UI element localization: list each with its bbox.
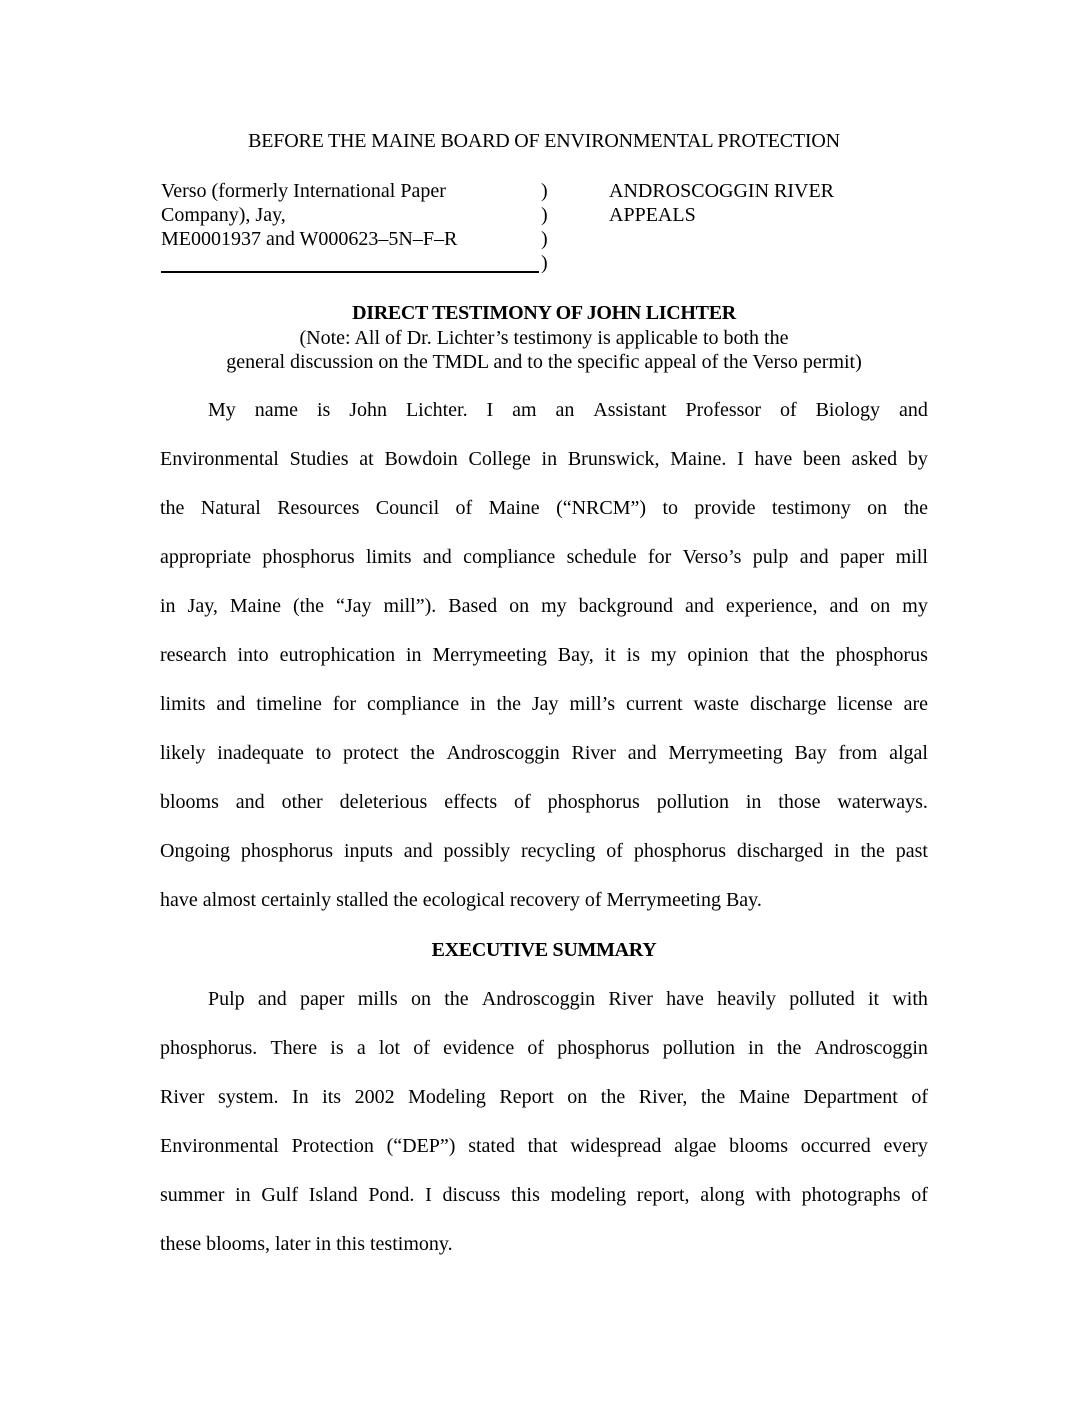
word: heavily (717, 988, 776, 1010)
word: Bowdoin (384, 448, 458, 470)
word: background (578, 595, 674, 617)
word: Based (448, 595, 498, 617)
word: Council (375, 497, 440, 519)
word: and (422, 546, 452, 568)
word: Gulf (261, 1184, 299, 1206)
word: effects (444, 791, 498, 813)
word: been (803, 448, 841, 470)
word: have (666, 988, 704, 1010)
word: a (356, 1037, 366, 1059)
word: There (270, 1037, 318, 1059)
paragraph-line (160, 790, 928, 839)
word: and (685, 595, 714, 617)
word: past (895, 840, 928, 862)
word: Jay (531, 693, 559, 715)
word: it (604, 644, 616, 666)
word: to (662, 497, 679, 519)
word: and (898, 399, 928, 421)
word: of (527, 1037, 545, 1059)
word: the (393, 889, 418, 911)
word: phosphorus. (160, 1037, 258, 1059)
word: and (829, 595, 859, 617)
word: likely (160, 742, 206, 764)
word: my (541, 595, 567, 617)
word: River, (638, 1086, 688, 1108)
word: research (160, 644, 227, 666)
word: Environmental (160, 1135, 279, 1157)
word: on (567, 1086, 588, 1108)
caption-matter-line: APPEALS (609, 204, 696, 226)
word: waste (693, 693, 740, 715)
word: I (486, 399, 494, 421)
word: the (903, 497, 928, 519)
word: paper (839, 546, 885, 568)
paragraph-line (160, 1183, 928, 1232)
paragraph-line (160, 888, 928, 937)
word: algae (674, 1135, 717, 1157)
word: Jay, (187, 595, 218, 617)
word: phosphorus (633, 840, 727, 862)
word: (the (292, 595, 325, 617)
note-line: general discussion on the TMDL and to the specific appeal of the Verso permit) (226, 351, 862, 373)
word: the (496, 693, 521, 715)
word: to (315, 742, 332, 764)
caption-paren: ) (541, 180, 548, 202)
word: Assistant (593, 399, 667, 421)
paragraph-line (160, 1134, 928, 1183)
word: discharged (736, 840, 824, 862)
word: from (838, 742, 878, 764)
word: with (755, 1184, 791, 1206)
testimony-title: DIRECT TESTIMONY OF JOHN LICHTER (352, 302, 736, 324)
caption-party-line: Company), Jay, (161, 204, 286, 226)
word: widespread (570, 1135, 662, 1157)
word: current (625, 693, 683, 715)
word: on (867, 497, 888, 519)
word: in (406, 644, 422, 666)
testimony-note (0, 326, 1088, 374)
word: the (700, 1086, 726, 1108)
word: the (860, 840, 885, 862)
word: phosphorus (557, 1037, 650, 1059)
paragraph-line (160, 594, 928, 643)
word: in (748, 1037, 764, 1059)
word: and (799, 546, 829, 568)
paragraph-line (160, 1036, 928, 1085)
word: Merrymeeting (606, 889, 721, 911)
word: I (425, 1184, 432, 1206)
word: in (470, 693, 486, 715)
word: evidence (443, 1037, 515, 1059)
word: Brunswick, (567, 448, 660, 470)
paragraph-line (160, 987, 928, 1036)
word: certainly (261, 889, 332, 911)
word: for (332, 693, 357, 715)
word: River (608, 988, 653, 1010)
word: Merrymeeting (668, 742, 783, 764)
word: Pond. (368, 1184, 415, 1206)
word: in (834, 840, 850, 862)
word: ecological (422, 889, 505, 911)
word: phosphorus (547, 791, 640, 813)
word: report, (636, 1184, 690, 1206)
word: pollution (656, 791, 729, 813)
word: River (571, 742, 616, 764)
case-caption-matter (609, 179, 834, 227)
word: and (235, 791, 265, 813)
word: Bay (794, 742, 827, 764)
word: in (745, 791, 762, 813)
word: mill (895, 546, 928, 568)
word: testimony (771, 497, 851, 519)
word: discharge (749, 693, 827, 715)
word: license (837, 693, 893, 715)
paragraph-line (160, 692, 928, 741)
word: occurred (800, 1135, 871, 1157)
word: almost (202, 889, 257, 911)
word: algal (889, 742, 928, 764)
word: lot (378, 1037, 401, 1059)
word: Bay. (725, 889, 762, 911)
word: limits (160, 693, 206, 715)
word: I (737, 448, 744, 470)
word: appropriate (160, 546, 252, 568)
word: and (257, 988, 287, 1010)
word: Environmental (160, 448, 279, 470)
paragraph-line (160, 643, 928, 692)
word: Professor (685, 399, 762, 421)
word: of (606, 840, 623, 862)
word: mill”). (383, 595, 437, 617)
word: am (512, 399, 537, 421)
word: my (650, 644, 677, 666)
word: Studies (289, 448, 349, 470)
word: testimony. (370, 1233, 453, 1255)
word: recovery (509, 889, 580, 911)
word: Resources (277, 497, 360, 519)
word: of (413, 1037, 430, 1059)
word: its (322, 1086, 342, 1108)
word: possibly (443, 840, 511, 862)
word: it (867, 988, 880, 1010)
caption-party-line: Verso (formerly International Paper (161, 180, 446, 202)
word: an (555, 399, 575, 421)
word: schedule (566, 546, 637, 568)
word: Androscoggin (481, 988, 596, 1010)
word: timeline (256, 693, 322, 715)
caption-parens (541, 179, 548, 275)
word: phosphorus (835, 644, 928, 666)
word: limits (365, 546, 412, 568)
word: discuss (442, 1184, 501, 1206)
word: My (208, 399, 236, 421)
executive-summary-paragraph (160, 987, 928, 1281)
word: Modeling (408, 1086, 486, 1108)
word: pollution (662, 1037, 735, 1059)
word: Pulp (208, 988, 245, 1010)
word: (“DEP”) (386, 1135, 456, 1157)
word: provide (694, 497, 756, 519)
word: by (907, 448, 928, 470)
word: Merrymeeting (432, 644, 547, 666)
word: Maine (488, 497, 540, 519)
word: in (235, 1184, 251, 1206)
word: Report (499, 1086, 554, 1108)
word: the (444, 988, 469, 1010)
word: Natural (200, 497, 261, 519)
word: of (911, 1184, 928, 1206)
word: this (510, 1184, 540, 1206)
word: have (160, 889, 198, 911)
word: mills (357, 988, 398, 1010)
word: the (600, 1086, 626, 1108)
caption-party-line: ME0001937 and W000623–5N–F–R (161, 228, 458, 250)
intro-paragraph (160, 398, 928, 937)
word: John (349, 399, 388, 421)
paragraph-line (160, 1085, 928, 1134)
word: that (759, 644, 790, 666)
word: name (254, 399, 299, 421)
word: phosphorus (240, 840, 334, 862)
word: with (892, 988, 928, 1010)
word: on (870, 595, 891, 617)
word: those (778, 791, 821, 813)
word: this (336, 1233, 365, 1255)
word: In (292, 1086, 309, 1108)
word: is (626, 644, 640, 666)
word: inputs (343, 840, 393, 862)
executive-summary-heading: EXECUTIVE SUMMARY (431, 939, 657, 961)
word: into (237, 644, 269, 666)
word: on (410, 988, 431, 1010)
word: College (468, 448, 531, 470)
word: have (754, 448, 793, 470)
paragraph-line (160, 741, 928, 790)
word: River (160, 1086, 205, 1108)
word: later (275, 1233, 311, 1255)
word: my (902, 595, 928, 617)
word: Island (308, 1184, 358, 1206)
word: and (216, 693, 246, 715)
word: opinion (687, 644, 749, 666)
word: eutrophication (279, 644, 396, 666)
word: recycling (521, 840, 596, 862)
word: in (315, 1233, 332, 1255)
word: the (776, 1037, 802, 1059)
word: of (584, 889, 602, 911)
word: Maine. (670, 448, 727, 470)
word: Protection (291, 1135, 374, 1157)
word: paper (300, 988, 345, 1010)
word: these (160, 1233, 202, 1255)
caption-rule (161, 271, 539, 273)
board-header: BEFORE THE MAINE BOARD OF ENVIRONMENTAL PROTECTION (248, 130, 840, 152)
word: 2002 (354, 1086, 395, 1108)
word: Biology (815, 399, 881, 421)
paragraph-line (160, 496, 928, 545)
word: pulp (752, 546, 789, 568)
word: Androscoggin (446, 742, 560, 764)
word: and (627, 742, 657, 764)
word: the (410, 742, 435, 764)
caption-paren: ) (541, 204, 548, 226)
word: and (403, 840, 433, 862)
word: of (911, 1086, 928, 1108)
word: summer (160, 1184, 225, 1206)
word: “Jay (336, 595, 372, 617)
word: compliance (463, 546, 556, 568)
word: in (160, 595, 176, 617)
word: is (330, 1037, 344, 1059)
word: along (700, 1184, 745, 1206)
word: Androscoggin (814, 1037, 928, 1059)
word: Ongoing (160, 840, 230, 862)
word: other (281, 791, 323, 813)
word: the (800, 644, 825, 666)
word: Maine (738, 1086, 790, 1108)
caption-matter-line: ANDROSCOGGIN RIVER (609, 180, 835, 202)
word: every (883, 1135, 928, 1157)
word: that (527, 1135, 558, 1157)
word: asked (851, 448, 898, 470)
word: deleterious (339, 791, 428, 813)
word: of (455, 497, 473, 519)
word: phosphorus (262, 546, 355, 568)
case-caption-party (161, 179, 457, 251)
word: of (780, 399, 797, 421)
word: Lichter. (405, 399, 468, 421)
word: is (316, 399, 331, 421)
word: stated (468, 1135, 515, 1157)
word: blooms (729, 1135, 789, 1157)
note-line: (Note: All of Dr. Lichter’s testimony is applicable to both the (299, 327, 789, 349)
word: the (160, 497, 185, 519)
paragraph-line (160, 545, 928, 594)
word: compliance (366, 693, 460, 715)
word: for (647, 546, 672, 568)
word: in (541, 448, 558, 470)
caption-paren: ) (541, 252, 548, 274)
word: protect (342, 742, 399, 764)
word: of (514, 791, 531, 813)
paragraph-line (160, 839, 928, 888)
word: stalled (336, 889, 389, 911)
word: Bay, (557, 644, 594, 666)
caption-paren: ) (541, 228, 548, 250)
word: inadequate (217, 742, 304, 764)
word: polluted (789, 988, 855, 1010)
word: blooms (160, 791, 219, 813)
word: Maine (229, 595, 281, 617)
word: blooms, (206, 1233, 270, 1255)
word: mill’s (569, 693, 616, 715)
word: waterways. (837, 791, 928, 813)
word: photographs (801, 1184, 901, 1206)
paragraph-line (160, 447, 928, 496)
word: modeling (550, 1184, 627, 1206)
word: on (509, 595, 530, 617)
word: (“NRCM”) (556, 497, 647, 519)
paragraph-line (160, 1232, 928, 1281)
word: at (359, 448, 374, 470)
paragraph-line (160, 398, 928, 447)
word: Verso’s (682, 546, 742, 568)
word: system. (217, 1086, 279, 1108)
word: are (903, 693, 928, 715)
word: experience, (725, 595, 818, 617)
word: Department (803, 1086, 898, 1108)
